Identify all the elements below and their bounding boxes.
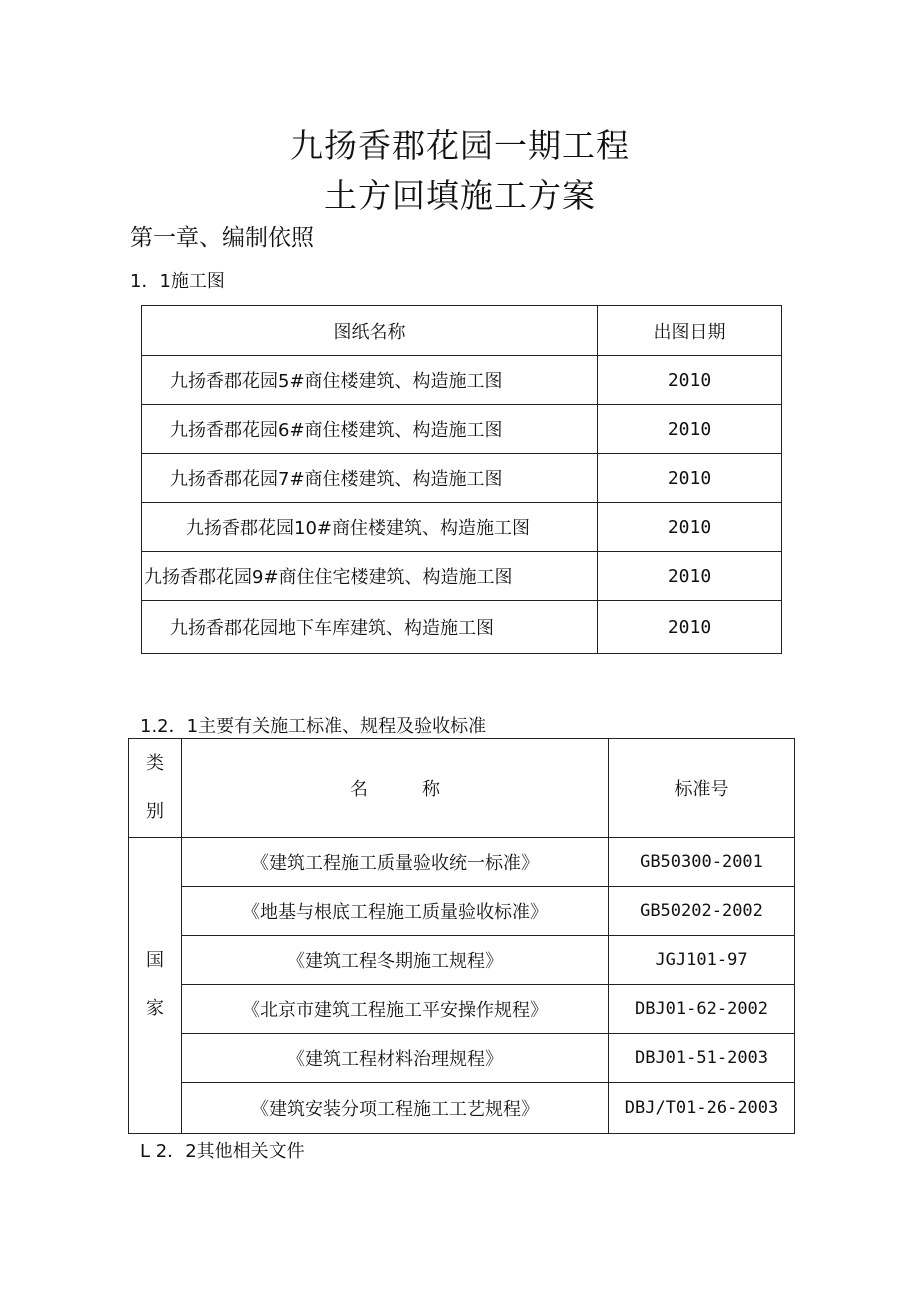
table-row [129,985,795,1034]
header-standard-name: 名 称 [182,739,609,838]
drawing-date-cell: 2010 [598,405,782,454]
table-row [129,1083,795,1134]
standards-table [128,738,795,1134]
header-category [129,739,182,838]
header-drawing-name: 图纸名称 [142,306,598,356]
table-row [142,552,782,601]
table-row [142,601,782,654]
table-row [129,936,795,985]
drawing-date-cell: 2010 [598,503,782,552]
standard-name-cell: 《北京市建筑工程施工平安操作规程》 [182,985,609,1034]
document-title-line2: 土方回填施工方案 [324,176,596,215]
standard-code-cell: DBJ/T01-26-2003 [609,1083,795,1134]
standard-name-cell: 《建筑安装分项工程施工工艺规程》 [182,1083,609,1134]
drawing-date-cell: 2010 [598,454,782,503]
standard-name-cell: 《建筑工程施工质量验收统一标准》 [182,838,609,887]
table-row [142,454,782,503]
header-standard-code: 标准号 [609,739,795,838]
drawing-name-cell: 九扬香郡花园5#商住楼建筑、构造施工图 [142,356,598,405]
table-row [129,838,795,887]
drawing-date-cell: 2010 [598,552,782,601]
section-heading-standards: 1.2．1主要有关施工标准、规程及验收标准 [140,716,487,737]
table-row [142,503,782,552]
table-header-row [142,306,782,356]
drawing-name-cell: 九扬香郡花园10#商住楼建筑、构造施工图 [142,503,598,552]
drawing-name-cell: 九扬香郡花园6#商住楼建筑、构造施工图 [142,405,598,454]
header-category-char2: 别 [146,800,164,822]
standard-name-cell: 《地基与根底工程施工质量验收标准》 [182,887,609,936]
standard-name-cell: 《建筑工程材料治理规程》 [182,1034,609,1083]
standard-code-cell: GB50202-2002 [609,887,795,936]
standard-code-cell: DBJ01-62-2002 [609,985,795,1034]
section-heading-other-documents: L 2．2其他相关文件 [140,1141,305,1162]
standard-code-cell: JGJ101-97 [609,936,795,985]
table-row [129,887,795,936]
standard-name-cell: 《建筑工程冬期施工规程》 [182,936,609,985]
category-national [129,838,182,1134]
table-row [129,1034,795,1083]
table-header-row [129,739,795,838]
section-heading-drawings: 1．1施工图 [130,271,225,292]
table-row [142,356,782,405]
standard-code-cell: DBJ01-51-2003 [609,1034,795,1083]
table-row [142,405,782,454]
chapter-heading: 第一章、编制依照 [130,225,314,251]
drawings-table [141,305,782,654]
document-title-line1: 九扬香郡花园一期工程 [290,126,630,165]
header-issue-date: 出图日期 [598,306,782,356]
drawing-date-cell: 2010 [598,601,782,654]
category-char2: 家 [146,998,164,1019]
header-category-char1: 类 [146,752,164,774]
drawing-date-cell: 2010 [598,356,782,405]
drawing-name-cell: 九扬香郡花园9#商住住宅楼建筑、构造施工图 [142,552,598,601]
standard-code-cell: GB50300-2001 [609,838,795,887]
category-char1: 国 [146,950,164,971]
drawing-name-cell: 九扬香郡花园7#商住楼建筑、构造施工图 [142,454,598,503]
drawing-name-cell: 九扬香郡花园地下车库建筑、构造施工图 [142,601,598,654]
